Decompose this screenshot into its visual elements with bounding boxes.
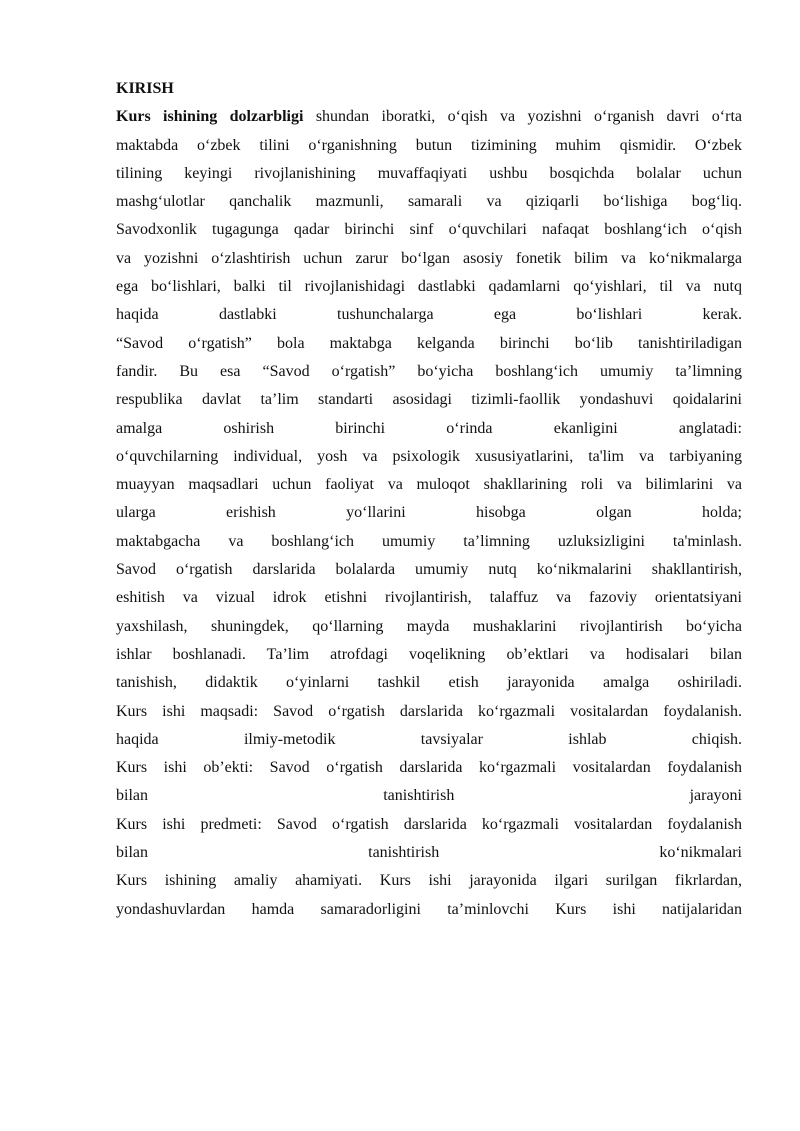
paragraph-line: ega bo‘lishlari, balki til rivojlanishidagi dastlabki qadamlarni qo‘yishlari, til va nutq	[116, 278, 742, 296]
paragraph-line: muayyan maqsadlari uchun faoliyat va muloqot shakllarining roli va bilimlarini va	[116, 476, 742, 494]
paragraph-line: maktabda o‘zbek tilini o‘rganishning butun tizimining muhim qismidir. O‘zbek	[116, 136, 742, 154]
paragraph-line	[116, 103, 742, 131]
paragraph-line: Kurs ishi maqsadi: Savod o‘rgatish darslarida ko‘rgazmali vositalardan foydalanish.	[116, 702, 742, 720]
paragraph-line: ishlar boshlanadi. Ta’lim atrofdagi voqelikning ob’ektlari va hodisalari bilan	[116, 645, 742, 663]
document-page	[116, 75, 742, 924]
paragraph-line: respublika davlat ta’lim standarti asosidagi tizimli-faollik yondashuvi qoidalarini	[116, 391, 742, 409]
paragraph-line: bilan tanishtirish ko‘nikmalari	[116, 844, 742, 862]
paragraph-line: yondashuvlardan hamda samaradorligini ta’minlovchi Kurs ishi natijalaridan	[116, 900, 742, 918]
line-text: shundan iboratki, o‘qish va yozishni o‘rganish davri o‘rta	[303, 108, 742, 126]
paragraph-line: eshitish va vizual idrok etishni rivojlantirish, talaffuz va fazoviy orientatsiyani	[116, 589, 742, 607]
paragraph-line: Kurs ishi predmeti: Savod o‘rgatish darslarida ko‘rgazmali vositalardan foydalanish	[116, 815, 742, 833]
paragraph-line: amalga oshirish birinchi o‘rinda ekanligini anglatadi:	[116, 419, 742, 437]
paragraph-line: yaxshilash, shuningdek, qo‘llarning mayda mushaklarini rivojlantirish bo‘yicha	[116, 617, 742, 635]
paragraph-line: tilining keyingi rivojlanishining muvaffaqiyati ushbu bosqichda bolalar uchun	[116, 164, 742, 182]
paragraph-line: Kurs ishining amaliy ahamiyati. Kurs ishi jarayonida ilgari surilgan fikrlardan,	[116, 872, 742, 890]
paragraph-line: Savod o‘rgatish darslarida bolalarda umumiy nutq ko‘nikmalarini shakllantirish,	[116, 561, 742, 579]
paragraph-line: va yozishni o‘zlashtirish uchun zarur bo‘lgan asosiy fonetik bilim va ko‘nikmalarga	[116, 249, 742, 267]
lead-bold-phrase: Kurs ishining dolzarbligi	[116, 108, 304, 126]
paragraph-line: o‘quvchilarning individual, yosh va psixologik xususiyatlarini, ta'lim va tarbiyaning	[116, 447, 742, 465]
paragraph-line: fandir. Bu esa “Savod o‘rgatish” bo‘yicha boshlang‘ich umumiy ta’limning	[116, 362, 742, 380]
paragraph-line: ularga erishish yo‘llarini hisobga olgan holda;	[116, 504, 742, 522]
paragraph-line: Kurs ishi ob’ekti: Savod o‘rgatish darslarida ko‘rgazmali vositalardan foydalanish	[116, 759, 742, 777]
paragraph-line: “Savod o‘rgatish” bola maktabga kelganda birinchi bo‘lib tanishtiriladigan	[116, 334, 742, 352]
paragraph-line: mashg‘ulotlar qanchalik mazmunli, samarali va qiziqarli bo‘lishiga bog‘liq.	[116, 193, 742, 211]
section-heading: KIRISH	[116, 80, 174, 97]
paragraph-line: haqida dastlabki tushunchalarga ega bo‘lishlari kerak.	[116, 306, 742, 324]
paragraph-line: Savodxonlik tugagunga qadar birinchi sinf o‘quvchilari nafaqat boshlang‘ich o‘qish	[116, 221, 742, 239]
paragraph-line: bilan tanishtirish jarayoni	[116, 787, 742, 805]
paragraph-line: haqida ilmiy-metodik tavsiyalar ishlab chiqish.	[116, 730, 742, 748]
paragraph-line: maktabgacha va boshlang‘ich umumiy ta’limning uzluksizligini ta'minlash.	[116, 532, 742, 550]
paragraph-line: tanishish, didaktik o‘yinlarni tashkil etish jarayonida amalga oshiriladi.	[116, 674, 742, 692]
